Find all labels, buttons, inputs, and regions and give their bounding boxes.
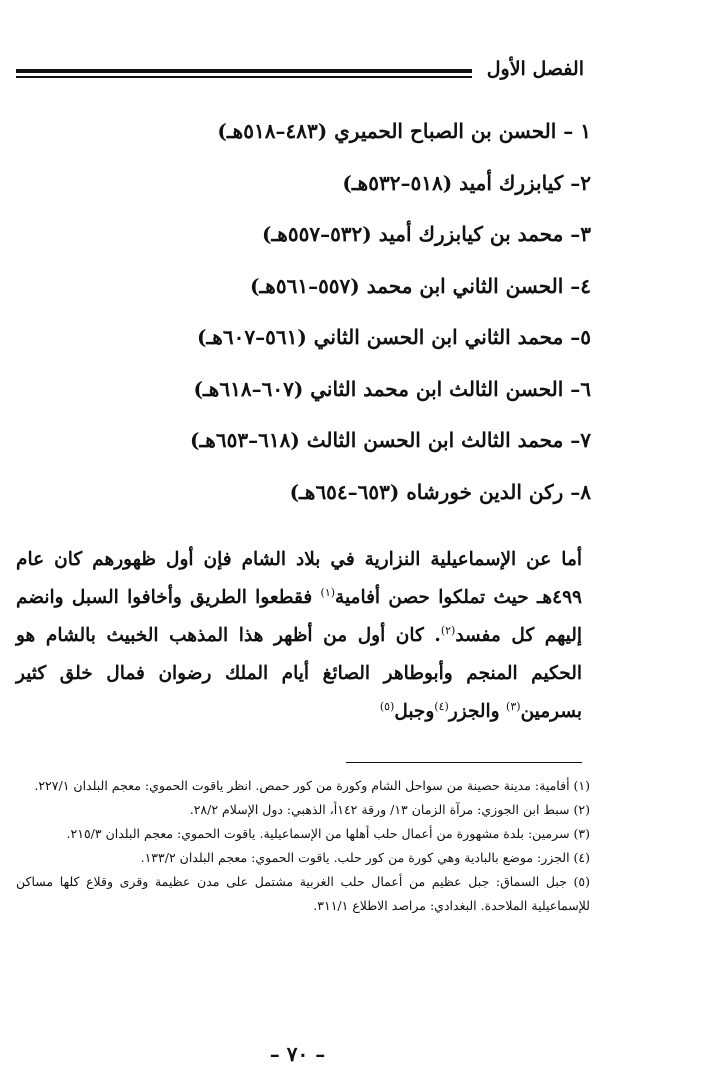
footnotes-list xyxy=(16,774,590,918)
ruler-item: ٥– محمد الثاني ابن الحسن الثاني (٥٦١–٦٠٧هـ) xyxy=(196,325,591,349)
footnote: (٤) الجزر: موضع بالبادية وهي كورة من كور حلب. ياقوت الحموي: معجم البلدان ١٣٣/٢. xyxy=(140,850,590,865)
ruler-item: ٧– محمد الثالث ابن الحسن الثالث (٦١٨–٦٥٣هـ) xyxy=(189,428,591,452)
paragraph-text: . كان أول من أظهر هذا المذهب الخبيث بالشام هو الحكيم المنجم وأبوطاهر الصائغ أيام الملك رضوان فمال خلق كثير بسرمين xyxy=(16,624,582,722)
paragraph-text: أما عن الإسماعيلية النزارية في بلاد الشام فإن أول ظهورهم كان عام ٤٩٩هـ حيث تملكوا حصن أفامية xyxy=(16,548,582,608)
footnote-ref: (٤) xyxy=(434,699,449,713)
ruler-item: ٢– كيابزرك أميد (٥١٨–٥٣٢هـ) xyxy=(342,170,591,195)
header-rule-thin xyxy=(16,76,472,78)
footnote-ref: (١) xyxy=(320,585,336,599)
ruler-item: ٦– الحسن الثالث ابن محمد الثاني (٦٠٧–٦١٨هـ) xyxy=(193,376,591,401)
footnote: (٢) سبط ابن الجوزي: مرآة الزمان ١٣/ ورقة ١٤٢أ، الذهبي: دول الإسلام ٢٨/٢. xyxy=(189,802,590,817)
paragraph-text: وجبل xyxy=(394,700,435,722)
footnote-separator xyxy=(346,762,582,763)
ruler-item: ١ – الحسن بن الصباح الحميري (٤٨٣–٥١٨هـ) xyxy=(217,119,591,143)
footnote-ref: (٥) xyxy=(379,699,395,713)
footnote: (١) أفامية: مدينة حصينة من سواحل الشام وكورة من كور حمص. انظر ياقوت الحموي: معجم البلدان ٢٢٧/١. xyxy=(34,778,590,793)
paragraph-text: والجزر xyxy=(448,700,507,722)
rulers-list xyxy=(190,106,591,518)
ruler-item: ٣– محمد بن كيابزرك أميد (٥٣٢–٥٥٧هـ) xyxy=(261,222,591,246)
page-number: – ٧٠ – xyxy=(269,1042,326,1066)
footnote-ref: (٣) xyxy=(506,699,521,713)
header-rule-thick xyxy=(16,69,472,73)
page-header xyxy=(16,58,584,86)
footnote: (٣) سرمين: بلدة مشهورة من أعمال حلب أهلها من الإسماعيلية. ياقوت الحموي: معجم البلدان ٢١٥/٣. xyxy=(66,826,590,841)
paragraph-text: فقطعوا الطريق وأخافوا السبل وانضم إليهم كل مفسد xyxy=(16,586,582,646)
footnote-ref: (٢) xyxy=(440,623,456,637)
ruler-item: ٤– الحسن الثاني ابن محمد (٥٥٧–٥٦١هـ) xyxy=(249,273,591,298)
ruler-item: ٨– ركن الدين خورشاه (٦٥٣–٦٥٤هـ) xyxy=(289,479,591,504)
chapter-title: الفصل الأول xyxy=(486,58,584,80)
footnote: (٥) جبل السماق: جبل عظيم من أعمال حلب الغربية مشتمل على مدن عظيمة وقرى وقلاع كلها مساكن للإسماعيلية الملاحدة. البغدادي: مراصد الاطلاع ٣١١/١. xyxy=(16,874,590,913)
body-paragraph xyxy=(16,541,582,731)
